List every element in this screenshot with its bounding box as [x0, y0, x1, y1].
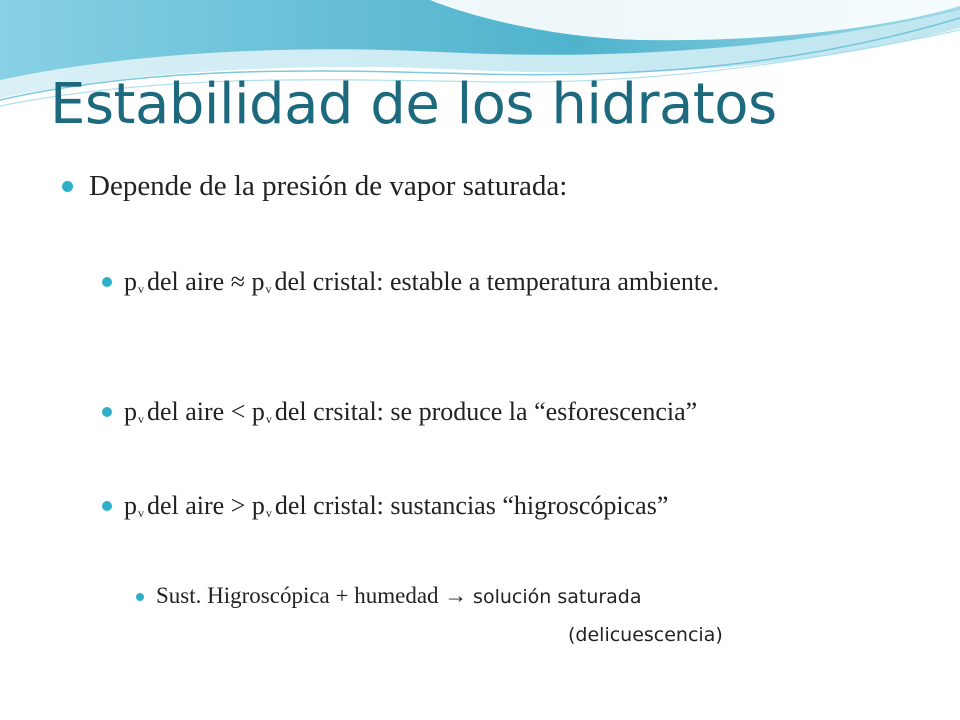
bullet-level2-greater — [102, 490, 882, 529]
bullet-level1 — [62, 170, 567, 203]
bullet-continuation: (delicuescencia) — [568, 624, 723, 646]
bullet-dot — [62, 181, 73, 192]
bullet-text: pv del aire ≈ pv del cristal: estable a temperatura ambiente. — [124, 267, 720, 296]
bullet-dot — [136, 593, 144, 601]
bullet-dot — [102, 501, 112, 511]
bullet-dot — [102, 277, 112, 287]
bullet-dot — [102, 407, 112, 417]
bullet-text: Sust. Higroscópica + humedad → solución saturada — [156, 583, 642, 608]
bullet-level3 — [136, 583, 642, 609]
slide-title: Estabilidad de los hidratos — [50, 72, 777, 137]
bullet-level2-equal — [102, 266, 822, 305]
bullet-text: pv del aire < pv del crsital: se produce la “esforescencia” — [124, 397, 698, 426]
bullet-text: pv del aire > pv del cristal: sustancias “higroscópicas” — [124, 491, 669, 520]
bullet-text: Depende de la presión de vapor saturada: — [89, 170, 568, 202]
bullet-level2-less — [102, 396, 882, 435]
